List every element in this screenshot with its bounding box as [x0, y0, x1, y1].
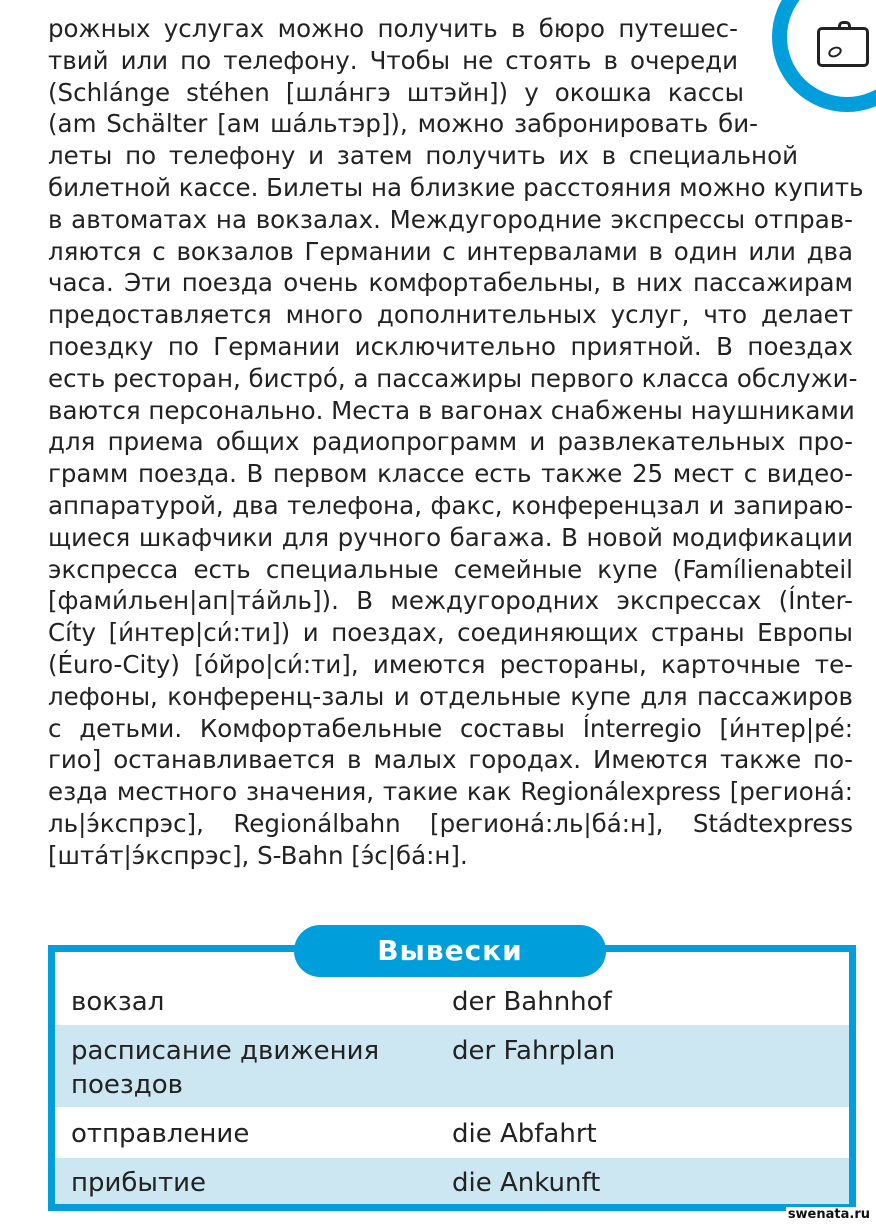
text-line: билетной кассе. Билеты на близкие расстояния можно купить: [48, 172, 864, 202]
text-line: Cíty [и́нтер|си́:ти]) и поездах, соединяющих страны Европы: [48, 618, 853, 648]
text-line: ль|э́кспрэс], Regionálbahn [региона́:ль|ба́:н], Stádtexpress: [48, 808, 853, 838]
text-line: (Éuro-City) [о́йро|си́:ти], имеются рестораны, карточные те-: [48, 649, 853, 679]
text-line: лефоны, конференц-залы и отдельные купе для пассажиров: [48, 681, 853, 711]
text-line: [фами́льен|ап|та́йль]). В междугородних экспрессах (Ínter-: [48, 586, 853, 616]
text-line: экспресса есть специальные семейные купе (Famílienabteil: [48, 554, 853, 584]
text-line: грамм поезда. В первом классе есть также 25 мест с видео-: [48, 459, 853, 489]
text-line: ваются персонально. Места в вагонах снабжены наушниками: [48, 395, 855, 425]
vocab-row: [55, 983, 849, 1025]
vocab-ru: прибытие: [71, 1168, 207, 1198]
text-line: леты по телефону и затем получить их в специальной: [48, 141, 798, 171]
vocab-row: [55, 1158, 849, 1204]
text-line: щиеся шкафчики для ручного багажа. В новой модификации: [48, 522, 853, 552]
vocab-title: Вывески: [294, 925, 606, 977]
text-line: аппаратурой, два телефона, факс, конференцзал и запираю-: [48, 490, 853, 520]
text-line: есть ресторан, бистро́, а пассажиры первого класса обслужи-: [48, 363, 858, 393]
text-line: с детьми. Комфортабельные составы Ínterregio [и́нтер|ре́:: [48, 713, 853, 743]
vocab-ru: вокзал: [71, 987, 165, 1017]
vocab-ru: отправление: [71, 1119, 250, 1149]
text-line: предоставляется много дополнительных услуг, что делает: [48, 300, 853, 330]
text-line: (Schlánge stéhen [шла́нгэ штэйн]) у окошка кассы: [48, 77, 744, 107]
vocab-ru: расписание движения поездов: [71, 1036, 380, 1100]
text-line: гио] останавливается в малых городах. Имеются также по-: [48, 745, 853, 775]
text-line: [шта́т|э́кспрэс], S-Bahn [э́с|ба́:н].: [48, 840, 468, 870]
text-line: часа. Эти поезда очень комфортабельны, в них пассажирам: [48, 268, 853, 298]
text-line: (am Schälter [ам ша́льтэр]), можно забронировать би-: [48, 109, 758, 139]
text-line: езда местного значения, такие как Regionálexpress [региона́:: [48, 777, 853, 807]
vocab-de: der Bahnhof: [452, 987, 612, 1017]
vocab-row: [55, 1025, 849, 1107]
text-line: для приема общих радиопрограмм и развлекательных про-: [48, 427, 853, 457]
vocab-de: die Ankunft: [452, 1168, 601, 1198]
text-line: твий или по телефону. Чтобы не стоять в очереди: [48, 45, 738, 75]
text-line: поездку по Германии исключительно приятной. В поездах: [48, 331, 853, 361]
text-line: в автоматах на вокзалах. Междугородние экспрессы отправ-: [48, 204, 853, 234]
vocab-row: [55, 1107, 849, 1158]
vocab-de: die Abfahrt: [452, 1119, 597, 1149]
text-line: рожных услугах можно получить в бюро путешес-: [48, 14, 738, 43]
body-text: [48, 13, 864, 872]
watermark: swenata.ru: [787, 1207, 870, 1222]
text-line: ляются с вокзалов Германии с интервалами в один или два: [48, 236, 853, 266]
vocab-de: der Fahrplan: [452, 1036, 616, 1066]
